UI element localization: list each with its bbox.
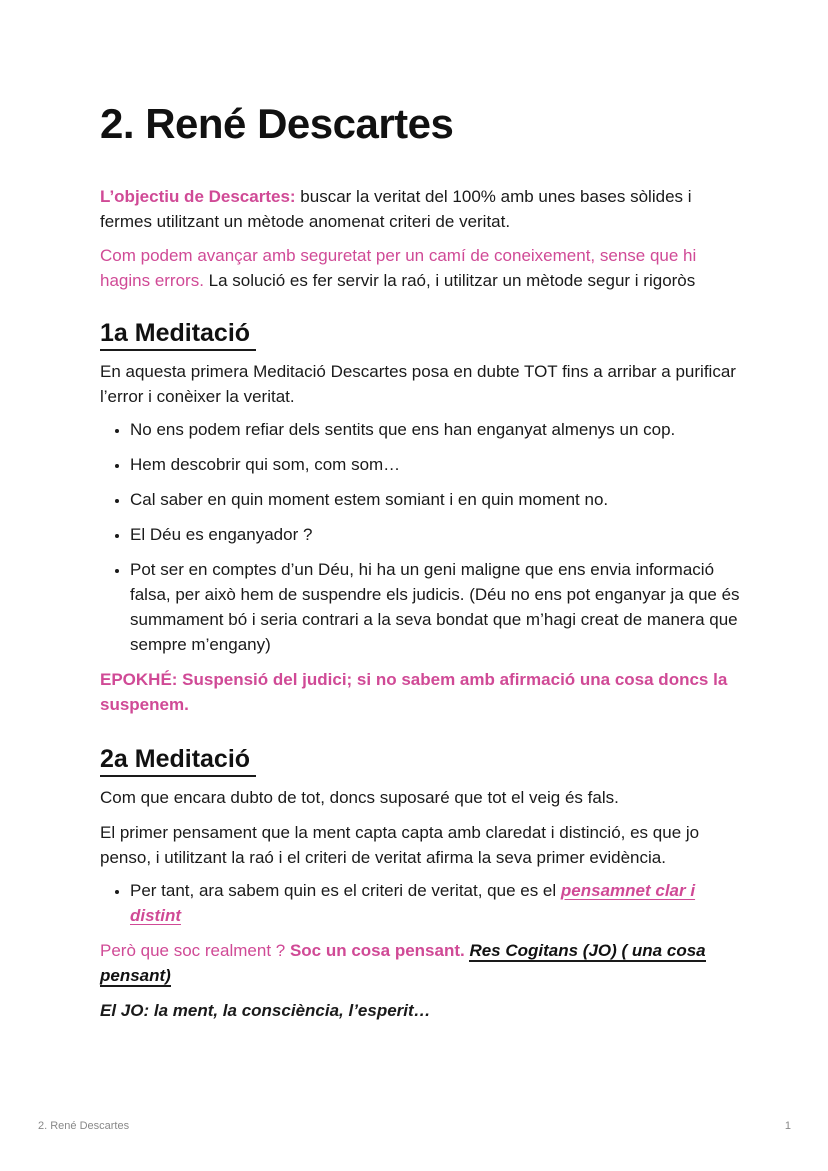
- meditation2-p1: Com que encara dubto de tot, doncs suposaré que tot el veig és fals.: [100, 788, 619, 807]
- criteria-link[interactable]: pensamnet clar i distint: [130, 881, 696, 925]
- jo-definition: El JO: la ment, la consciència, l’esperit…: [100, 1001, 431, 1020]
- epokhe-definition: EPOKHÉ: Suspensió del judici; si no sabem amb afirmació una cosa doncs la suspenem.: [100, 670, 728, 714]
- list-item: • Pot ser en comptes d’un Déu, hi ha un geni maligne que ens envia informació falsa, per això hem de suspendre els judicis. (Déu no ens pot enganyar ja que és summament bó i seria contrari a la seva bondat que m’hagi creat de manera que sempre m’engany): [130, 557, 740, 657]
- meditation1-heading: 1a Meditació: [100, 317, 256, 351]
- meditation1-intro: En aquesta primera Meditació Descartes posa en dubte TOT fins a arribar a purificar l’error i conèixer la veritat.: [100, 362, 736, 406]
- meditation2-heading: 2a Meditació: [100, 743, 256, 777]
- question-prefix: Però que soc realment ?: [100, 941, 290, 960]
- list-item: [130, 878, 740, 928]
- bullet-text: Per tant, ara sabem quin es el criteri de veritat, que es el: [130, 881, 561, 900]
- question-paragraph: [100, 243, 740, 293]
- meditation2-list: [100, 878, 740, 928]
- page-number: 1: [784, 1120, 791, 1132]
- answer-text: La solució es fer servir la raó, i utilitzar un mètode segur i rigoròs: [203, 271, 696, 290]
- list-item: • Cal saber en quin moment estem somiant i en quin moment no.: [130, 487, 740, 512]
- page-title: 2. René Descartes: [100, 100, 454, 147]
- objective-label: L’objectiu de Descartes:: [100, 187, 296, 206]
- res-cogitans: Res Cogitans (JO) ( una cosa pensant): [100, 941, 706, 985]
- question-text: Com podem avançar amb seguretat per un camí de coneixement, sense que hi hagins errors.: [100, 246, 697, 290]
- meditation2-p2: El primer pensament que la ment capta capta amb claredat i distinció, es que jo penso, i utilitzant la raó i el criteri de veritat afirma la seva primer evidència.: [100, 823, 700, 867]
- list-item: • Hem descobrir qui som, com som…: [130, 452, 740, 477]
- objective-paragraph: [100, 184, 740, 234]
- objective-text: buscar la veritat del 100% amb unes bases sòlides i fermes utilitzant un mètode anomenat criteri de veritat.: [100, 187, 692, 231]
- footer-title: 2. René Descartes: [38, 1120, 130, 1132]
- list-item: • El Déu es enganyador ?: [130, 522, 740, 547]
- cogitans-paragraph: [100, 938, 740, 988]
- document-page: [100, 98, 740, 1023]
- meditation1-section-heading: [100, 317, 740, 351]
- meditation1-list: [100, 417, 740, 657]
- list-item: • No ens podem refiar dels sentits que ens han enganyat almenys un cop.: [130, 417, 740, 442]
- thinking-thing: Soc un cosa pensant.: [289, 941, 465, 960]
- meditation2-section-heading: [100, 743, 740, 777]
